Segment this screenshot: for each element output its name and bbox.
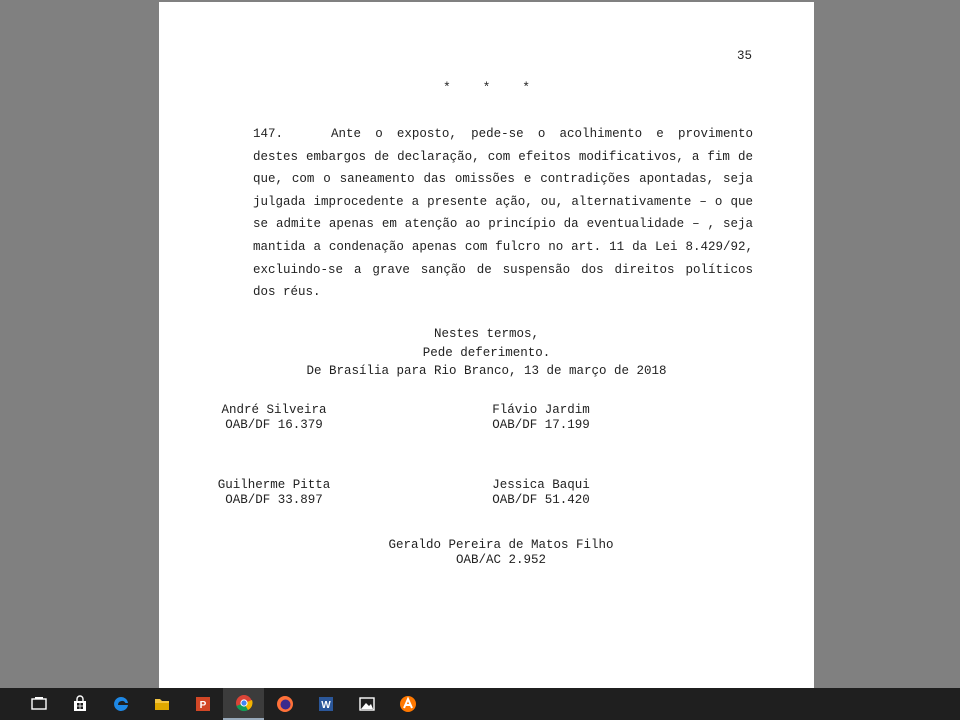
taskbar-file-explorer[interactable] [141,688,182,720]
paragraph-number: 147. [253,127,284,141]
taskbar-word[interactable] [305,688,346,720]
signer-name: Geraldo Pereira de Matos Filho [388,538,614,552]
taskbar-powerpoint[interactable] [182,688,223,720]
signer-name: Guilherme Pitta [217,478,331,492]
svg-text:P: P [199,700,206,711]
closing-line-3: De Brasília para Rio Branco, 13 de março de 2018 [306,364,667,378]
closing-line-2: Pede deferimento. [422,345,551,360]
signature-block [421,403,661,433]
signer-oab: OAB/DF 17.199 [492,418,590,432]
closing-block [159,325,814,381]
signer-oab: OAB/DF 16.379 [225,418,323,432]
paragraph-text: Ante o exposto, pede-se o acolhimento e provimento destes embargos de declaração, com efeitos modificativos, a fim de que, com o saneamento das omissões e contradições apontadas, seja julgada improcedente a presente ação, ou, alternativamente – o que se admite apenas em atenção ao princípio da eventualidade – , seja mantida a condenação apenas com fulcro no art. 11 da Lei 8.429/92, excluindo-se a grave sanção de suspensão dos direitos políticos dos réus. [253,127,753,300]
signature-block [361,538,641,568]
signer-name: Flávio Jardim [492,403,590,417]
svg-text:W: W [320,700,331,711]
signer-oab: OAB/AC 2.952 [455,553,546,567]
taskbar-avast[interactable] [387,688,428,720]
taskbar-edge[interactable] [100,688,141,720]
chrome-icon [235,694,253,712]
signer-oab: OAB/DF 51.420 [492,493,590,507]
word-icon [317,695,335,713]
taskbar-photos[interactable] [346,688,387,720]
taskbar-firefox[interactable] [264,688,305,720]
store-icon [71,695,89,713]
task-view-icon [30,695,48,713]
document-page [159,2,814,688]
taskbar-task-view[interactable] [18,688,59,720]
signature-block [154,403,394,433]
signature-block [421,478,661,508]
taskbar [0,688,960,720]
signer-name: Jessica Baqui [492,478,590,492]
signer-name: André Silveira [221,403,327,417]
signature-block [154,478,394,508]
edge-icon [112,695,130,713]
paragraph-147 [253,123,753,304]
section-separator: * * * [442,80,530,95]
avast-icon [399,695,417,713]
file-explorer-icon [153,695,171,713]
photos-icon [358,695,376,713]
powerpoint-icon [194,695,212,713]
taskbar-store[interactable] [59,688,100,720]
page-number: 35 [736,49,752,63]
firefox-icon [276,695,294,713]
signer-oab: OAB/DF 33.897 [225,493,323,507]
closing-line-1: Nestes termos, [433,327,540,341]
taskbar-chrome[interactable] [223,688,264,720]
